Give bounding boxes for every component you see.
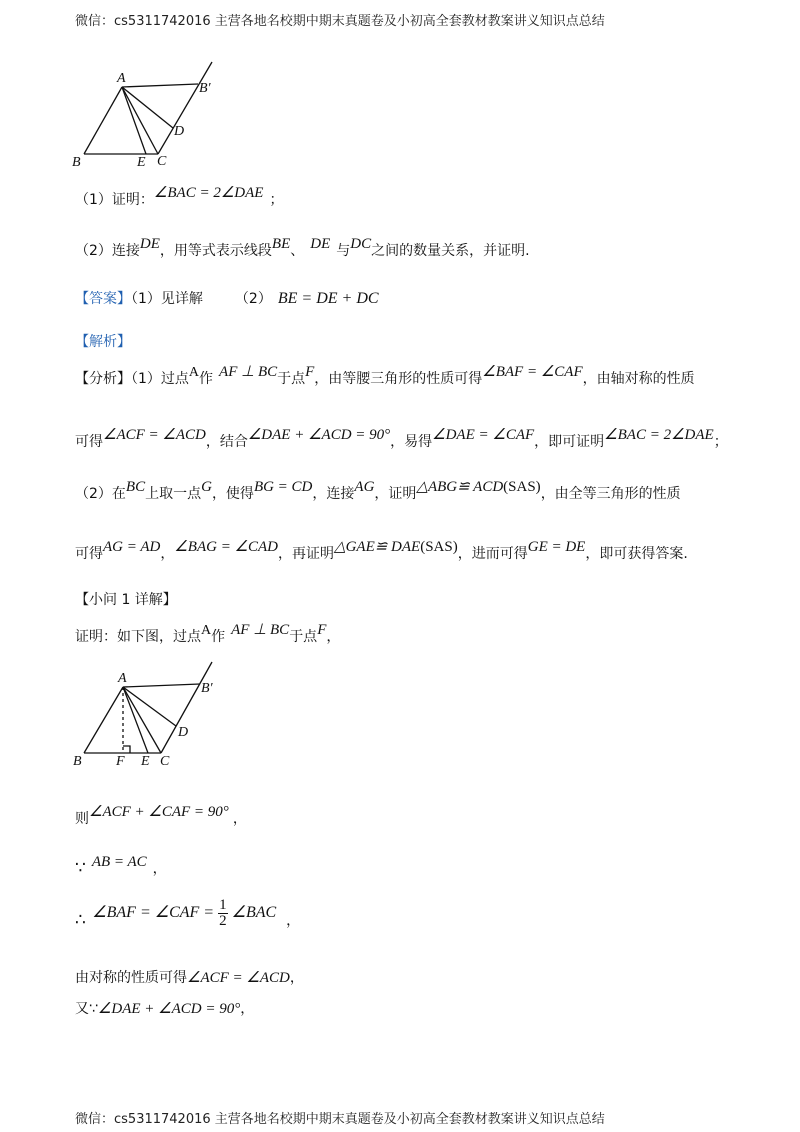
detail-line-2: 则∠ACF + ∠CAF = 90° ，: [75, 804, 247, 827]
label-b: B: [72, 155, 81, 170]
page-footer: 微信：cs5311742016 主营各地名校期中期末真题卷及小初高全套教材教案讲义知识点总结: [75, 1112, 605, 1127]
page-header: 微信：cs5311742016 主营各地名校期中期末真题卷及小初高全套教材教案讲义知识点总结: [75, 14, 605, 29]
label-e: E: [141, 754, 150, 769]
answer-line: 【答案】（1）见详解 （2） BE = DE + DC: [75, 290, 379, 307]
label-f: F: [116, 754, 125, 769]
label-b-prime: B′: [199, 81, 211, 96]
detail-line-5: 由对称的性质可得∠ACF = ∠ACD，: [75, 970, 304, 986]
analysis-tag: 【解析】: [75, 334, 131, 350]
label-a: A: [117, 71, 126, 86]
question-2: （2）连接DE，用等式表示线段BE、 DE 与DC之间的数量关系，并证明.: [75, 236, 530, 259]
detail-tag: 【小问 1 详解】: [75, 592, 177, 608]
geometry-figure-2: [70, 660, 230, 775]
question-1: （1）证明：∠BAC = 2∠DAE ；: [75, 185, 284, 208]
analysis-line-3: （2）在BC上取一点G，使得BG = CD，连接AG，证明△ABG≌ ACD(SAS)，由全等三角形的性质: [75, 479, 681, 502]
label-c: C: [160, 754, 170, 769]
detail-line-3: ∵ AB = AC ，: [75, 854, 167, 878]
analysis-line-1: 【分析】（1）过点A作 AF ⊥ BC于点F，由等腰三角形的性质可得∠BAF = ∠CAF，由轴对称的性质: [75, 364, 695, 387]
label-b-prime: B′: [201, 681, 213, 696]
analysis-line-2: 可得∠ACF = ∠ACD，结合∠DAE + ∠ACD = 90°，易得∠DAE = ∠CAF，即可证明∠BAC = 2∠DAE；: [75, 427, 728, 450]
label-b: B: [73, 754, 82, 769]
label-d: D: [174, 124, 185, 139]
detail-line-4: ∴ ∠BAF = ∠CAF = $\frac{1}{2}$ ∠BAC ，: [75, 897, 301, 931]
detail-line-6: 又∵∠DAE + ∠ACD = 90°，: [75, 1001, 255, 1017]
label-e: E: [137, 155, 146, 170]
label-a: A: [118, 671, 127, 686]
label-d: D: [178, 725, 189, 740]
detail-line-1: 证明：如下图，过点A作 AF ⊥ BC于点F，: [75, 622, 341, 645]
analysis-line-4: 可得AG = AD，∠BAG = ∠CAD，再证明△GAE≌ DAE(SAS)，进而可得GE = DE，即可获得答案.: [75, 539, 688, 562]
geometry-figure-1: [70, 60, 220, 170]
label-c: C: [157, 154, 167, 169]
